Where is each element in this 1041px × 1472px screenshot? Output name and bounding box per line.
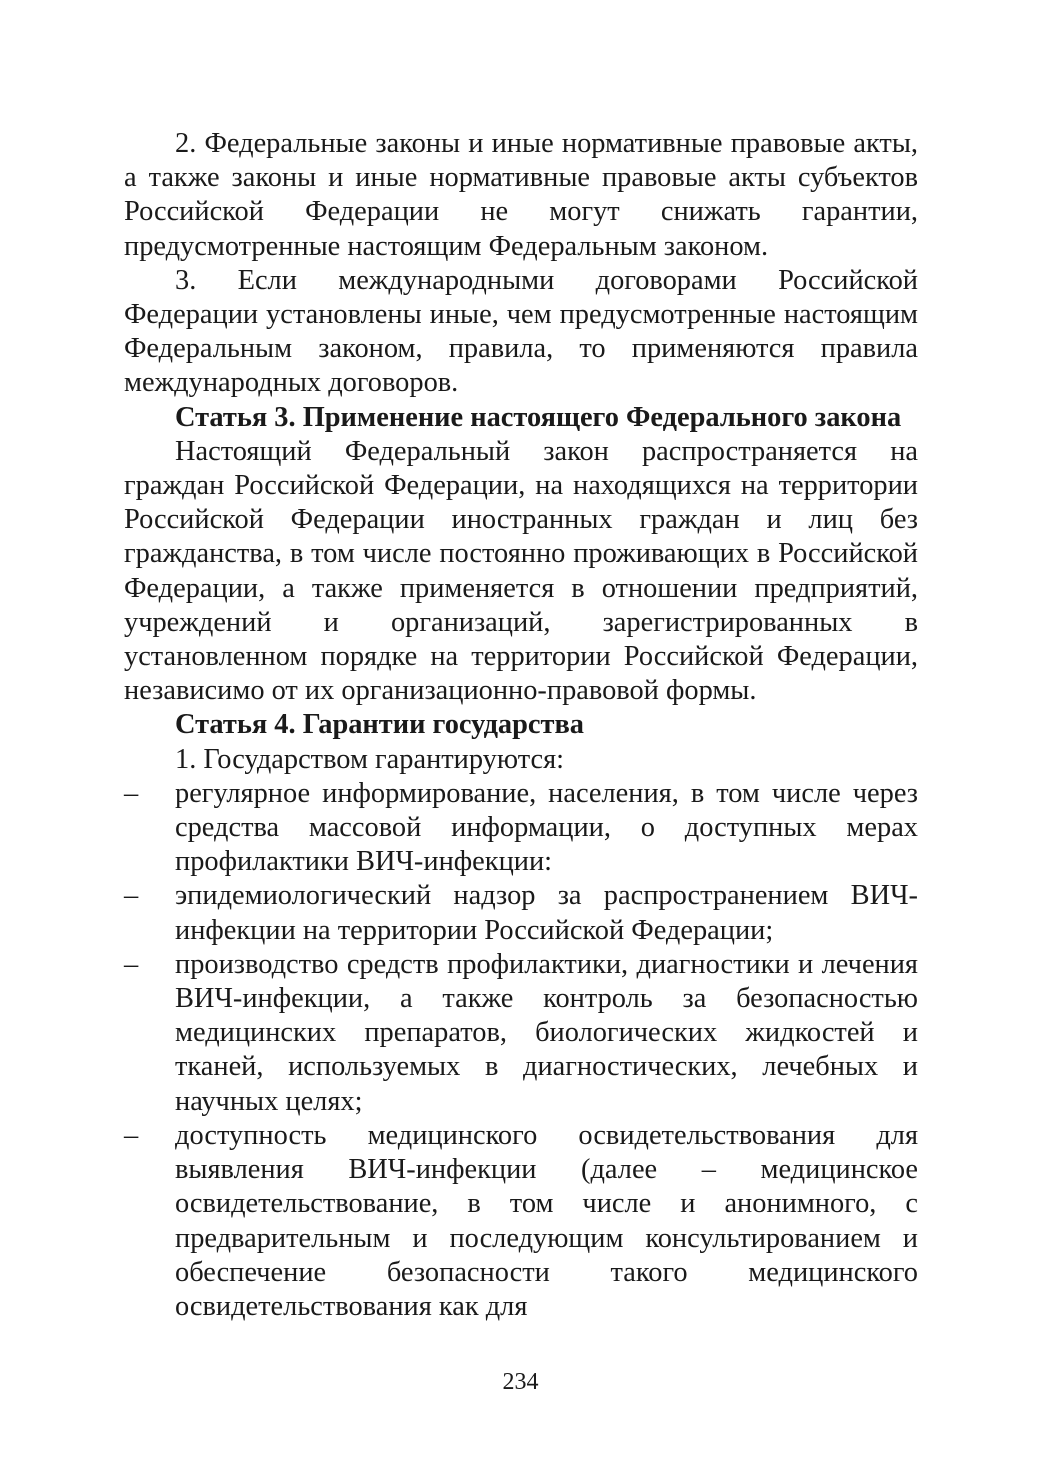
dash-bullet: – [124, 948, 139, 980]
list-item-text: регулярное информирование, населения, в том числе через средства массовой информации, о доступных мерах профилактики ВИЧ-инфекции: [175, 777, 918, 878]
paragraph-3: 3. Если международными договорами Российской Федерации установлены иные, чем предусмотренные настоящим Федеральным законом, правила, то применяются правила международных договоров. [124, 264, 918, 399]
article-4-intro: 1. Государством гарантируются: [175, 743, 565, 775]
list-item [124, 777, 918, 880]
dash-bullet: – [124, 880, 139, 912]
article-4-heading: Статья 4. Гарантии государства [175, 709, 584, 741]
page-content [124, 127, 918, 1324]
article-3-heading: Статья 3. Применение настоящего Федерального закона [175, 401, 902, 433]
dash-bullet: – [124, 1119, 139, 1151]
guarantees-list [124, 777, 918, 1324]
list-item-text: производство средств профилактики, диагностики и лечения ВИЧ-инфекции, а также контроль за безопасностью медицинских препаратов, биологических жидкостей и тканей, используемых в диагностических, лечебных и научных целях; [175, 948, 918, 1117]
dash-bullet: – [124, 777, 139, 809]
page-number: 234 [502, 1369, 539, 1395]
paragraph-2: 2. Федеральные законы и иные нормативные правовые акты, а также законы и иные нормативные правовые акты субъектов Российской Федерации не могут снижать гарантии, предусмотренные настоящим Федеральным законом. [124, 128, 918, 262]
list-item [124, 948, 918, 1119]
list-item [124, 879, 918, 947]
list-item-text: эпидемиологический надзор за распространением ВИЧ-инфекции на территории Российской Федерации; [175, 880, 918, 946]
list-item [124, 1119, 918, 1324]
article-3-text: Настоящий Федеральный закон распространяется на граждан Российской Федерации, на находящихся на территории Российской Федерации иностранных граждан и лиц без гражданства, в том числе постоянно проживающих в Российской Федерации, а также применяется в отношении предприятий, учреждений и организаций, зарегистрированных в установленном порядке на территории Российской Федерации, независимо от их организационно-правовой формы. [124, 435, 918, 707]
list-item-text: доступность медицинского освидетельствования для выявления ВИЧ-инфекции (далее – медицинское освидетельствование, в том числе и анонимного, с предварительным и последующим консультированием и обеспечение безопасности такого медицинского освидетельствования как для [175, 1119, 918, 1322]
